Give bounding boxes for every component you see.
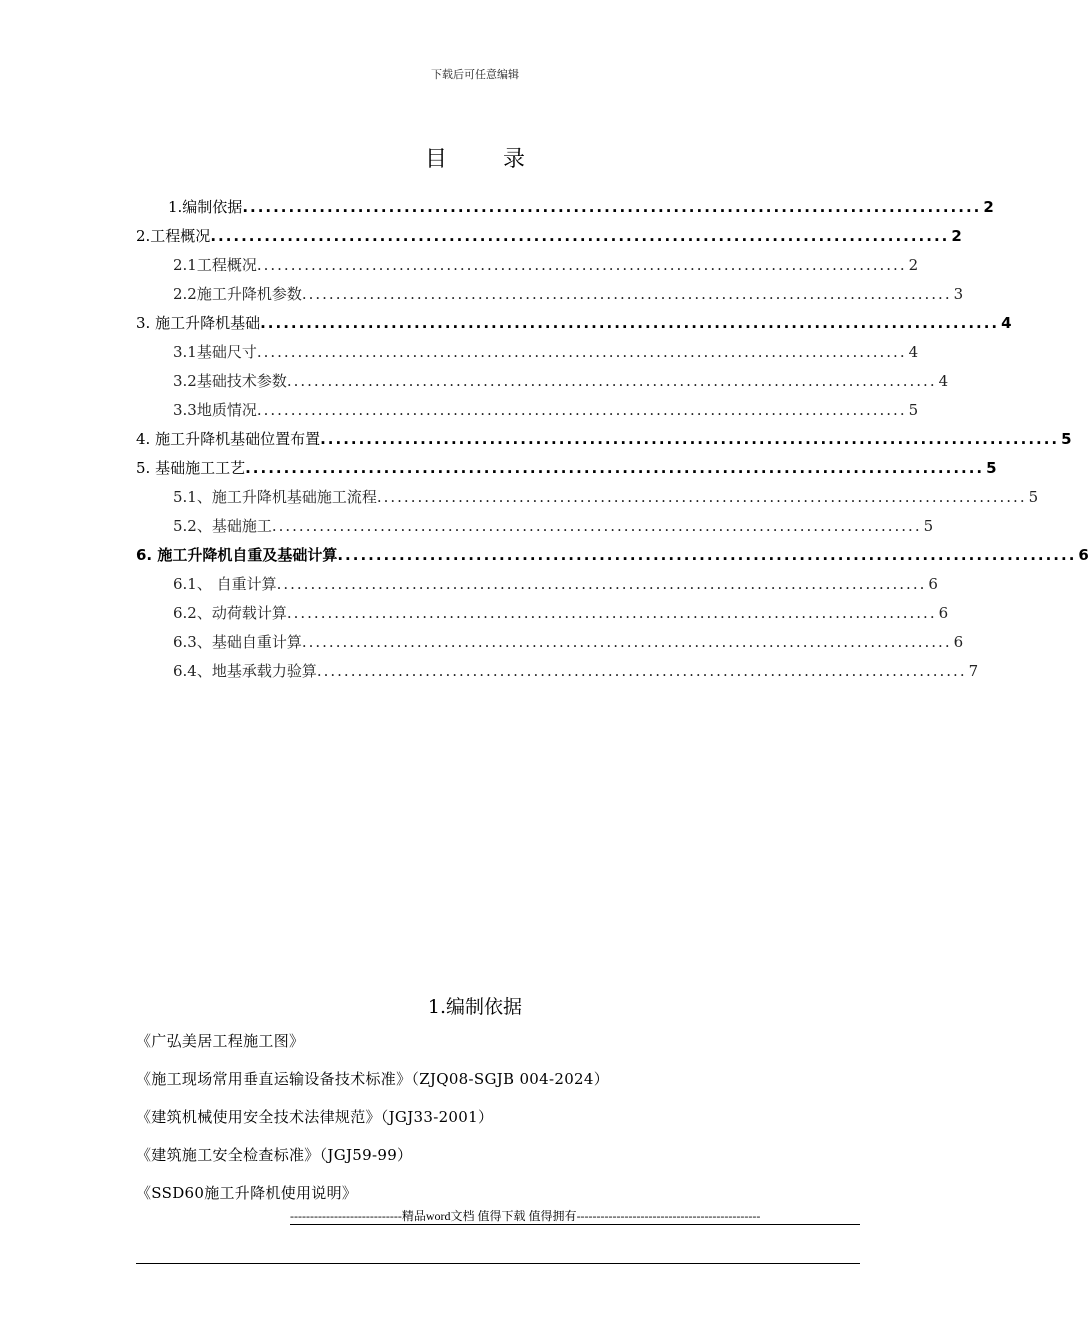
toc-entry[interactable]: [136, 457, 997, 479]
toc-entry[interactable]: [173, 254, 919, 276]
footer-right-dashes: ----------------------------------------------: [576, 1209, 761, 1223]
reference-item: 《建筑施工安全检查标准》（JGJ59-99）: [136, 1146, 413, 1164]
toc-entry-label: 2.1工程概况: [173, 256, 257, 274]
toc-entry-page: 2: [908, 256, 919, 274]
toc-entry-label: 5.2、基础施工: [173, 517, 272, 535]
toc-leader-dots: ................................................................................................: [301, 285, 952, 303]
toc-leader-dots: ................................................................................................: [276, 575, 927, 593]
toc-entry[interactable]: [173, 486, 1039, 508]
toc-leader-dots: ................................................................................................: [376, 488, 1027, 506]
toc-entry[interactable]: [173, 660, 979, 682]
toc-entry-label: 3.1基础尺寸: [173, 343, 257, 361]
toc-entry[interactable]: [173, 573, 938, 595]
toc-leader-dots: ................................................................................................: [260, 314, 1000, 332]
toc-entry-label: 1.编制依据: [168, 198, 243, 216]
toc-entry-label: 3.2基础技术参数: [173, 372, 287, 390]
toc-entry-label: 4. 施工升降机基础位置布置: [136, 430, 321, 448]
toc-entry-label: 6. 施工升降机自重及基础计算: [136, 546, 338, 564]
toc-leader-dots: ................................................................................................: [286, 604, 937, 622]
toc-entry[interactable]: [168, 196, 994, 218]
toc-entry-page: 5: [1061, 430, 1072, 448]
toc-entry[interactable]: [136, 544, 1089, 566]
toc-entry-label: 3. 施工升降机基础: [136, 314, 261, 332]
toc-leader-dots: ................................................................................................: [301, 633, 952, 651]
toc-entry[interactable]: [173, 370, 949, 392]
toc-entry-page: 5: [986, 459, 997, 477]
toc-entry[interactable]: [173, 515, 934, 537]
page-header-note: 下载后可任意编辑: [431, 68, 519, 81]
toc-entry-page: 3: [953, 285, 964, 303]
reference-item: 《建筑机械使用安全技术法律规范》（JGJ33-2001）: [136, 1108, 494, 1126]
toc-leader-dots: ................................................................................................: [242, 198, 982, 216]
toc-entry-label: 6.1、 自重计算: [173, 575, 277, 593]
footer-text: 精品word文档 值得下载 值得拥有: [401, 1209, 577, 1223]
toc-entry-label: 2.2施工升降机参数: [173, 285, 302, 303]
toc-entry-label: 5.1、施工升降机基础施工流程: [173, 488, 377, 506]
toc-leader-dots: ................................................................................................: [337, 546, 1077, 564]
toc-leader-dots: ................................................................................................: [256, 401, 907, 419]
toc-entry[interactable]: [136, 225, 962, 247]
toc-entry-page: 7: [968, 662, 979, 680]
toc-entry[interactable]: [136, 428, 1072, 450]
toc-entry-page: 5: [923, 517, 934, 535]
toc-title: 目录: [424, 147, 581, 172]
page-bottom-rule: [136, 1263, 860, 1264]
toc-leader-dots: ................................................................................................: [245, 459, 985, 477]
toc-leader-dots: ................................................................................................: [256, 343, 907, 361]
toc-entry[interactable]: [173, 341, 919, 363]
reference-item: 《广弘美居工程施工图》: [136, 1032, 305, 1050]
toc-entry-page: 2: [951, 227, 962, 245]
toc-entry-page: 6: [953, 633, 964, 651]
toc-leader-dots: ................................................................................................: [271, 517, 922, 535]
toc-entry-label: 6.2、动荷载计算: [173, 604, 287, 622]
reference-item: 《SSD60施工升降机使用说明》: [136, 1184, 358, 1202]
toc-entry[interactable]: [173, 283, 964, 305]
toc-leader-dots: ................................................................................................: [210, 227, 950, 245]
toc-entry-page: 4: [938, 372, 949, 390]
reference-item: 《施工现场常用垂直运输设备技术标准》（ZJQ08-SGJB 004-2024）: [136, 1070, 610, 1088]
toc-entry-page: 5: [908, 401, 919, 419]
toc-entry[interactable]: [173, 631, 964, 653]
toc-entry-label: 5. 基础施工工艺: [136, 459, 246, 477]
toc-entry-page: 6: [928, 575, 938, 593]
toc-leader-dots: ................................................................................................: [316, 662, 967, 680]
footer-left-dashes: ----------------------------: [290, 1209, 402, 1223]
toc-entry-label: 3.3地质情况: [173, 401, 257, 419]
toc-entry[interactable]: [136, 312, 1012, 334]
toc-entry-page: 6: [1078, 546, 1089, 564]
section-heading: 1.编制依据: [427, 996, 523, 1018]
toc-entry-label: 6.4、地基承载力验算: [173, 662, 317, 680]
toc-entry-page: 4: [908, 343, 919, 361]
toc-entry-label: 6.3、基础自重计算: [173, 633, 302, 651]
toc-leader-dots: ................................................................................................: [256, 256, 907, 274]
toc-entry-label: 2.工程概况: [136, 227, 211, 245]
toc-entry[interactable]: [173, 602, 949, 624]
toc-leader-dots: ................................................................................................: [286, 372, 937, 390]
toc-entry-page: 5: [1028, 488, 1039, 506]
toc-entry-page: 4: [1001, 314, 1012, 332]
toc-entry[interactable]: [173, 399, 919, 421]
toc-entry-page: 6: [938, 604, 949, 622]
toc-leader-dots: ................................................................................................: [320, 430, 1060, 448]
toc-entry-page: 2: [983, 198, 994, 216]
footer-rule: [290, 1224, 860, 1225]
footer-note: [290, 1207, 860, 1224]
